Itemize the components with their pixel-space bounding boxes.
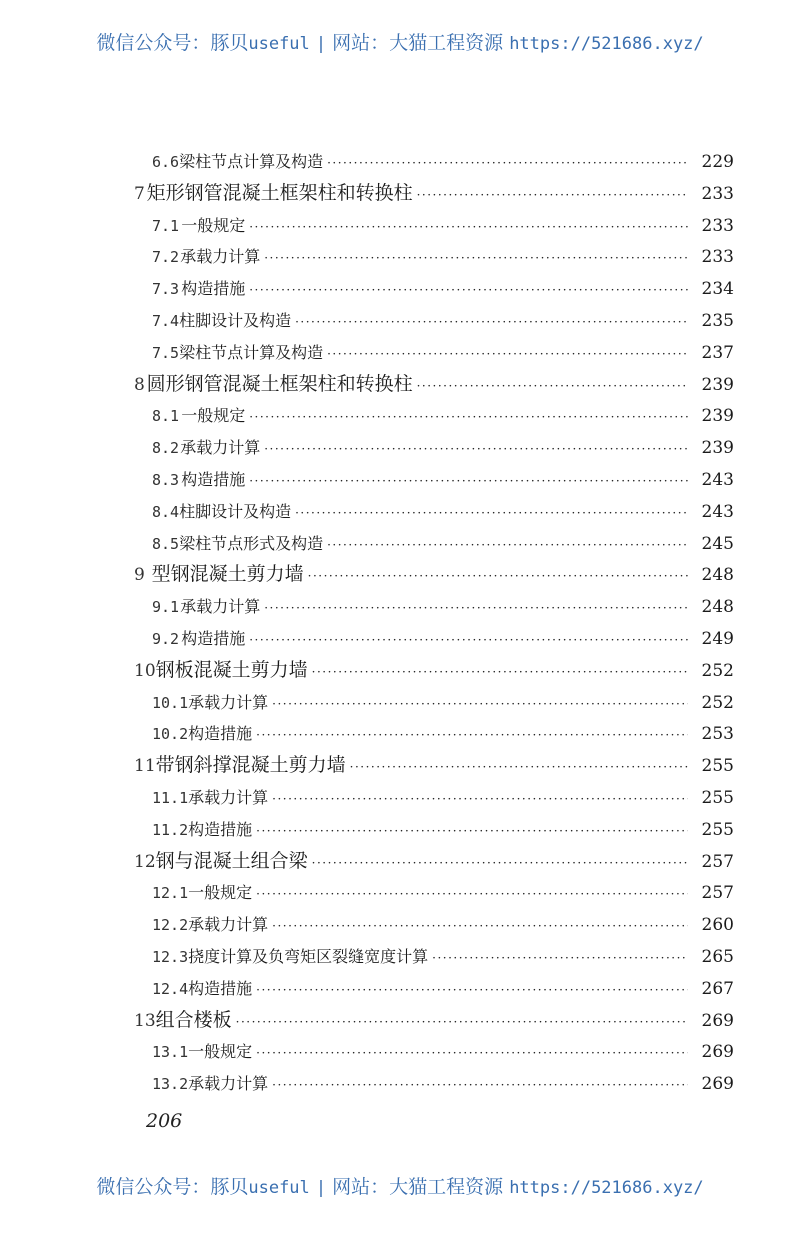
watermark-banner-top	[0, 28, 800, 55]
banner-useful: useful	[248, 34, 310, 54]
toc-dot-leader	[308, 561, 688, 593]
toc-entry-number: 6.6	[152, 153, 180, 171]
toc-entry-number: 7	[134, 183, 145, 204]
toc-entry-number: 7.3	[152, 280, 180, 299]
toc-section-entry[interactable]	[128, 146, 734, 178]
toc-entry-number: 8	[134, 374, 145, 395]
toc-entry-title: 承载力计算	[188, 1074, 269, 1094]
toc-dot-leader	[327, 530, 688, 562]
toc-dot-leader	[272, 1070, 688, 1102]
toc-entry-number: 10	[134, 660, 156, 681]
toc-section-entry[interactable]	[128, 400, 734, 432]
banner-separator: |	[315, 34, 327, 54]
toc-entry-number: 12.4	[152, 979, 189, 998]
toc-section-entry[interactable]	[128, 623, 734, 655]
toc-dot-leader	[256, 1038, 688, 1070]
toc-section-entry[interactable]	[128, 941, 734, 973]
toc-entry-number: 9.1	[152, 598, 180, 617]
toc-entry-page: 245	[701, 533, 734, 554]
toc-chapter-entry[interactable]	[128, 750, 734, 782]
toc-entry-title: 型钢混凝土剪力墙	[151, 563, 304, 586]
toc-dot-leader	[256, 879, 688, 911]
toc-chapter-entry[interactable]	[128, 1005, 734, 1037]
toc-entry-number: 11	[134, 756, 156, 777]
toc-section-entry[interactable]	[128, 909, 734, 941]
toc-dot-leader	[256, 720, 688, 752]
toc-entry-number: 12.2	[152, 916, 189, 935]
toc-section-entry[interactable]	[128, 718, 734, 750]
toc-entry-page: 267	[701, 978, 734, 999]
toc-section-entry[interactable]	[128, 528, 734, 560]
toc-entry-title: 构造措施	[181, 279, 246, 299]
toc-dot-leader	[264, 243, 688, 275]
toc-dot-leader	[312, 848, 688, 880]
toc-section-entry[interactable]	[128, 241, 734, 273]
toc-entry-title: 圆形钢管混凝土框架柱和转换柱	[146, 372, 413, 395]
toc-chapter-entry[interactable]	[128, 559, 734, 591]
toc-entry-page: 237	[701, 342, 734, 363]
toc-entry-number: 9	[134, 565, 145, 586]
toc-entry-number: 12	[134, 851, 156, 872]
toc-dot-leader	[236, 1007, 688, 1039]
banner-url: https://521686.xyz/	[509, 34, 704, 54]
toc-entry-number: 7.1	[152, 216, 180, 235]
toc-entry-page: 248	[701, 597, 734, 618]
banner-url: https://521686.xyz/	[509, 1178, 704, 1198]
toc-entry-title: 承载力计算	[180, 438, 261, 458]
toc-entry-title: 构造措施	[188, 819, 253, 839]
toc-entry-number: 11.2	[152, 820, 189, 839]
toc-entry-title: 柱脚设计及构造	[179, 310, 292, 330]
table-of-contents	[128, 146, 734, 1100]
toc-entry-page: 249	[701, 628, 734, 649]
toc-section-entry[interactable]	[128, 337, 734, 369]
toc-chapter-entry[interactable]	[128, 369, 734, 401]
toc-entry-number: 10.2	[152, 725, 189, 744]
toc-entry-title: 承载力计算	[188, 692, 269, 712]
toc-dot-leader	[295, 307, 688, 339]
toc-entry-page: 252	[701, 660, 734, 681]
toc-entry-page: 234	[701, 279, 734, 300]
toc-dot-leader	[272, 911, 688, 943]
toc-entry-number: 9.2	[152, 629, 180, 648]
toc-chapter-entry[interactable]	[128, 655, 734, 687]
toc-entry-page: 239	[701, 438, 734, 459]
toc-entry-number: 8.4	[152, 502, 180, 521]
toc-entry-page: 233	[701, 247, 734, 268]
toc-dot-leader	[264, 434, 688, 466]
toc-entry-page: 235	[701, 310, 734, 331]
toc-entry-number: 7.5	[152, 343, 180, 362]
toc-entry-title: 带钢斜撑混凝土剪力墙	[155, 754, 346, 777]
toc-dot-leader	[264, 593, 688, 625]
toc-dot-leader	[327, 148, 688, 180]
toc-entry-page: 248	[701, 565, 734, 586]
toc-entry-page: 239	[701, 406, 734, 427]
banner-site-label: 网站：大猫工程资源	[332, 32, 504, 54]
toc-entry-title: 构造措施	[188, 724, 253, 744]
toc-section-entry[interactable]	[128, 464, 734, 496]
toc-entry-title: 梁柱节点计算及构造	[179, 152, 324, 171]
toc-dot-leader	[350, 752, 688, 784]
toc-entry-page: 255	[701, 756, 734, 777]
toc-dot-leader	[249, 212, 688, 244]
toc-dot-leader	[249, 625, 688, 657]
toc-entry-number: 13	[134, 1010, 156, 1031]
toc-entry-number: 7.4	[152, 311, 180, 330]
toc-entry-title: 一般规定	[188, 883, 253, 903]
toc-entry-number: 8.2	[152, 439, 180, 458]
toc-entry-title: 承载力计算	[188, 787, 269, 807]
toc-chapter-entry[interactable]	[128, 178, 734, 210]
toc-section-entry[interactable]	[128, 1068, 734, 1100]
toc-entry-page: 243	[701, 501, 734, 522]
toc-entry-title: 承载力计算	[188, 915, 269, 935]
toc-entry-title: 梁柱节点计算及构造	[179, 342, 324, 362]
toc-entry-page: 233	[701, 183, 734, 204]
toc-entry-page: 233	[701, 215, 734, 236]
toc-section-entry[interactable]	[128, 877, 734, 909]
banner-useful: useful	[248, 1178, 310, 1198]
toc-dot-leader	[249, 402, 688, 434]
toc-entry-number: 11.1	[152, 788, 189, 807]
banner-prefix: 微信公众号：豚贝	[96, 1176, 249, 1198]
toc-dot-leader	[249, 466, 688, 498]
toc-entry-title: 一般规定	[188, 1042, 253, 1062]
toc-section-entry[interactable]	[128, 273, 734, 305]
toc-dot-leader	[417, 180, 688, 212]
toc-section-entry[interactable]	[128, 496, 734, 528]
toc-dot-leader	[432, 943, 688, 975]
toc-entry-page: 255	[701, 819, 734, 840]
toc-entry-page: 253	[701, 724, 734, 745]
banner-site-label: 网站：大猫工程资源	[332, 1176, 504, 1198]
toc-dot-leader	[256, 975, 688, 1007]
toc-section-entry[interactable]	[128, 782, 734, 814]
toc-entry-title: 一般规定	[181, 406, 246, 426]
toc-entry-title: 构造措施	[181, 469, 246, 489]
toc-section-entry[interactable]	[128, 1036, 734, 1068]
toc-entry-title: 矩形钢管混凝土框架柱和转换柱	[146, 181, 413, 204]
toc-entry-number: 12.1	[152, 884, 189, 903]
page-number: 206	[146, 1110, 183, 1132]
toc-dot-leader	[249, 275, 688, 307]
toc-dot-leader	[312, 657, 688, 689]
toc-dot-leader	[256, 816, 688, 848]
toc-section-entry[interactable]	[128, 305, 734, 337]
toc-entry-number: 8.3	[152, 470, 180, 489]
toc-dot-leader	[272, 784, 688, 816]
banner-prefix: 微信公众号：豚贝	[96, 32, 249, 54]
toc-entry-title: 构造措施	[181, 628, 246, 648]
toc-entry-title: 挠度计算及负弯矩区裂缝宽度计算	[188, 946, 429, 966]
toc-entry-page: 252	[701, 692, 734, 713]
toc-entry-page: 243	[701, 469, 734, 490]
toc-entry-number: 13.2	[152, 1075, 189, 1094]
toc-entry-page: 260	[701, 915, 734, 936]
toc-dot-leader	[295, 498, 688, 530]
toc-entry-number: 10.1	[152, 693, 189, 712]
toc-entry-title: 钢板混凝土剪力墙	[155, 658, 308, 681]
toc-entry-title: 构造措施	[188, 978, 253, 998]
toc-entry-page: 255	[701, 787, 734, 808]
toc-section-entry[interactable]	[128, 210, 734, 242]
toc-dot-leader	[417, 371, 688, 403]
toc-entry-title: 柱脚设计及构造	[179, 501, 292, 521]
watermark-banner-bottom	[0, 1172, 800, 1199]
toc-entry-page: 239	[701, 374, 734, 395]
toc-section-entry[interactable]	[128, 591, 734, 623]
toc-entry-number: 7.2	[152, 248, 180, 267]
toc-entry-title: 梁柱节点形式及构造	[179, 533, 324, 553]
toc-entry-page: 269	[701, 1074, 734, 1095]
toc-entry-title: 一般规定	[181, 215, 246, 235]
toc-section-entry[interactable]	[128, 432, 734, 464]
toc-entry-page: 265	[701, 946, 734, 967]
toc-entry-title: 承载力计算	[180, 247, 261, 267]
toc-section-entry[interactable]	[128, 687, 734, 719]
toc-entry-page: 257	[701, 883, 734, 904]
toc-entry-title: 钢与混凝土组合梁	[155, 849, 308, 872]
toc-entry-title: 组合楼板	[155, 1008, 232, 1031]
toc-entry-page: 269	[701, 1042, 734, 1063]
toc-entry-number: 8.1	[152, 407, 180, 426]
toc-entry-number: 8.5	[152, 534, 180, 553]
toc-chapter-entry[interactable]	[128, 846, 734, 878]
toc-section-entry[interactable]	[128, 973, 734, 1005]
toc-dot-leader	[327, 339, 688, 371]
toc-entry-number: 13.1	[152, 1043, 189, 1062]
toc-entry-page: 229	[701, 152, 734, 172]
toc-section-entry[interactable]	[128, 814, 734, 846]
banner-separator: |	[315, 1178, 327, 1198]
toc-dot-leader	[272, 689, 688, 721]
toc-entry-number: 12.3	[152, 947, 189, 966]
toc-entry-title: 承载力计算	[180, 597, 261, 617]
toc-entry-page: 269	[701, 1010, 734, 1031]
toc-entry-page: 257	[701, 851, 734, 872]
